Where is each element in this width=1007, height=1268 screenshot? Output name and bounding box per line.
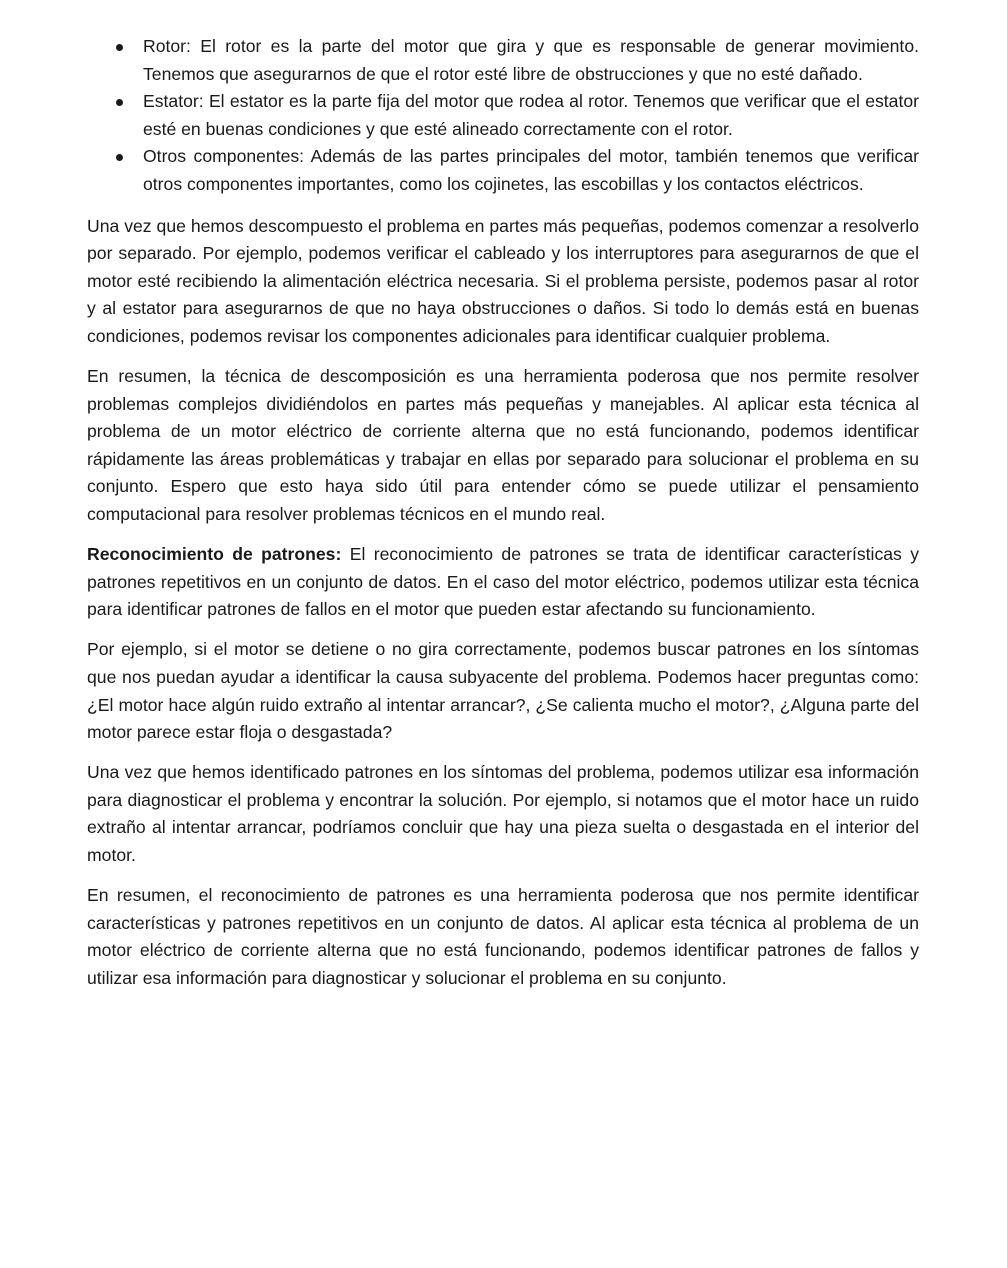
- bullet-text: Rotor: El rotor es la parte del motor que gira y que es responsable de generar movimiento. Tenemos que asegurarnos de que el rotor esté libre de obstrucciones y que no esté dañado.: [143, 36, 919, 84]
- section-lead-text: El reconocimiento de patrones se trata de identificar características y patrones repetitivos en un conjunto de datos. En el caso del motor eléctrico, podemos utilizar esta técnica para identificar patrones de fallos en el motor que pueden estar afectando su funcionamiento.: [87, 544, 919, 620]
- paragraph-diagnosis: Una vez que hemos identificado patrones en los síntomas del problema, podemos utilizar esa información para diagnosticar el problema y encontrar la solución. Por ejemplo, si notamos que el motor hace un ruido extraño al intentar arrancar, podríamos concluir que hay una pieza suelta o desgastada en el interior del motor.: [87, 762, 919, 866]
- paragraph-example: Por ejemplo, si el motor se detiene o no gira correctamente, podemos buscar patrones en los síntomas que nos puedan ayudar a identificar la causa subyacente del problema. Podemos hacer preguntas como: ¿El motor hace algún ruido extraño al intentar arrancar?, ¿Se calienta mucho el motor?, ¿Alguna parte del motor parece estar floja o desgastada?: [87, 639, 919, 743]
- section-lead-heading: Reconocimiento de patrones:: [87, 544, 342, 565]
- paragraph-decomposition-summary: En resumen, la técnica de descomposición es una herramienta poderosa que nos permite resolver problemas complejos dividiéndolos en partes más pequeñas y manejables. Al aplicar esta técnica al problema de un motor eléctrico de corriente alterna que no está funcionando, podemos identificar rápidamente las áreas problemáticas y trabajar en ellas por separado para solucionar el problema en su conjunto. Espero que esto haya sido útil para entender cómo se puede utilizar el pensamiento computacional para resolver problemas técnicos en el mundo real.: [87, 366, 919, 524]
- bullet-dot-icon: [116, 154, 123, 161]
- bullet-item-otros-componentes: [87, 143, 919, 198]
- bullet-item-estator: [87, 88, 919, 143]
- bullet-text: Otros componentes: Además de las partes principales del motor, también tenemos que verificar otros componentes importantes, como los cojinetes, las escobillas y los contactos eléctricos.: [143, 146, 919, 194]
- document-page: [87, 33, 919, 1005]
- bullet-text: Estator: El estator es la parte fija del motor que rodea al rotor. Tenemos que verificar que el estator esté en buenas condiciones y que esté alineado correctamente con el rotor.: [143, 91, 919, 139]
- paragraph-pattern-summary: En resumen, el reconocimiento de patrones es una herramienta poderosa que nos permite identificar características y patrones repetitivos en un conjunto de datos. Al aplicar esta técnica al problema de un motor eléctrico de corriente alterna que no está funcionando, podemos identificar patrones de fallos y utilizar esa información para diagnosticar y solucionar el problema en su conjunto.: [87, 885, 919, 988]
- paragraph-pattern-recognition: [87, 541, 919, 624]
- bullet-item-rotor: [87, 33, 919, 88]
- bullet-dot-icon: [116, 99, 123, 106]
- paragraph-resolution: Una vez que hemos descompuesto el problema en partes más pequeñas, podemos comenzar a resolverlo por separado. Por ejemplo, podemos verificar el cableado y los interruptores para asegurarnos de que el motor esté recibiendo la alimentación eléctrica necesaria. Si el problema persiste, podemos pasar al rotor y al estator para asegurarnos de que no haya obstrucciones o daños. Si todo lo demás está en buenas condiciones, podemos revisar los componentes adicionales para identificar cualquier problema.: [87, 215, 919, 346]
- bullet-dot-icon: [116, 44, 123, 51]
- component-bullet-list: [87, 33, 919, 199]
